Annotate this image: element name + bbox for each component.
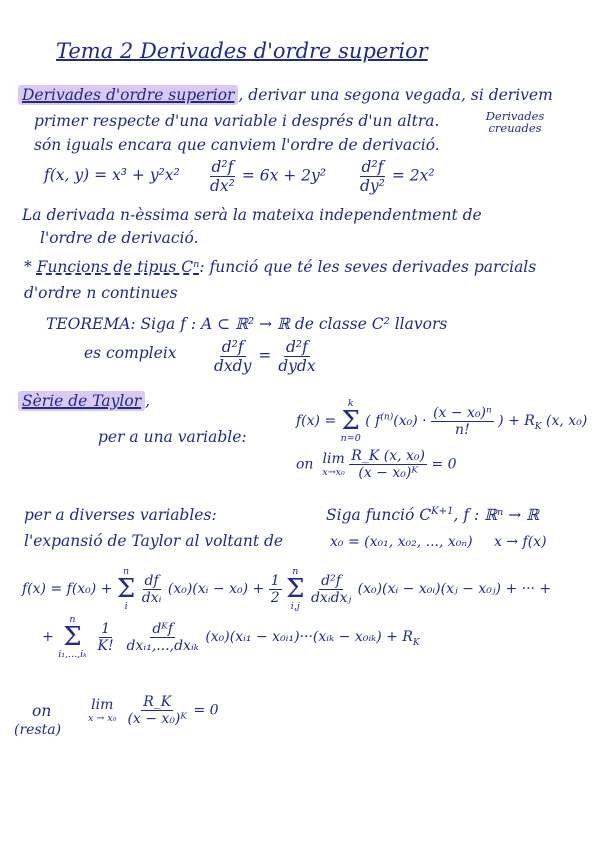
vector-map: x → f(x) — [494, 534, 547, 550]
derivades-line2: primer respecte d'una variable i després d'un altra. — [34, 112, 440, 130]
teorema-line1: TEOREMA: Siga f : A ⊂ ℝ² → ℝ de classe C² llavors — [46, 315, 448, 333]
section-heading-taylor: Sèrie de Taylor — [18, 391, 145, 411]
derivades-creuades-note: Derivades creuades — [485, 109, 545, 135]
taylor-one-variable-label: per a una variable: — [98, 428, 247, 446]
resta-limit: lim x → x₀ $\frac{R\_K}{\text{(x − x₀)ᴷ}}$ = 0 — [88, 694, 219, 727]
taylor-heading-line: Sèrie de Taylor , — [18, 392, 150, 410]
taylor-expansion-intro: l'expansió de Taylor al voltant de — [24, 532, 284, 550]
second-derivative-x: $\frac{\text{d²f}}{\text{dx²}}$ = 6x + 2y² — [210, 158, 327, 195]
nth-derivative-line2: l'ordre de derivació. — [40, 229, 199, 247]
taylor-remainder-limit: on lim x→x₀ $\frac{\text{R\_K (x, x₀)}}{\text{(x − x₀)ᴷ}}$ = 0 — [296, 448, 457, 481]
section-heading-derivades: Derivades d'ordre superior — [18, 85, 238, 105]
example-function: f(x, y) = x³ + y²x² — [44, 166, 180, 184]
resta-on: on — [32, 702, 52, 720]
cn-functions-line1: * Funcions de tipus Cⁿ: funció que té les seves derivades parcials — [24, 258, 537, 276]
multi-expansion-line1: f(x) = f(x₀) + n Σ i $\frac{df}{\text{dxᵢ}}$ (x₀)(xᵢ − x₀) + $\frac{1}{2}$ n Σ i,j $\frac{\text{d²f}}{\text{dxᵢdxⱼ}}$ (x₀)(xᵢ − x₀ᵢ)(xⱼ − x₀ⱼ) + ··· + — [22, 566, 552, 612]
teorema-line2: es compleix — [84, 344, 177, 362]
multi-expansion-line2: + n Σ i₁,...,iₖ $\frac{1}{K!}$ $\frac{\text{dᴷf}}{\text{dxᵢ₁,...,dxᵢₖ}}$ (x₀)(xᵢ₁ − x₀ᵢ₁)···(xᵢₖ − x₀ᵢₖ) + $R_K$ — [42, 614, 420, 660]
multi-variable-siga: Siga funció $C^{K+1}$, f : ℝⁿ → ℝ — [326, 506, 540, 525]
second-derivative-y: $\frac{\text{d²f}}{\text{dy²}}$ = 2x² — [360, 158, 435, 195]
section-derivades-line1: Derivades d'ordre superior , derivar una segona vegada, si derivem — [18, 86, 553, 104]
resta-label: (resta) — [14, 722, 62, 738]
derivades-line3: són iguals encara que canviem l'ordre de derivació. — [34, 136, 440, 154]
schwarz-equality: $\frac{\text{d²f}}{\text{dxdy}}$ = $\frac{\text{d²f}}{\text{dydx}}$ — [214, 338, 316, 375]
nth-derivative-line1: La derivada n-èssima serà la mateixa independentment de — [22, 206, 482, 224]
cn-functions-line2: d'ordre n continues — [24, 284, 178, 302]
multi-variable-label: per a diverses variables: — [24, 506, 217, 524]
taylor-one-variable-formula: f(x) = k Σ n=0 ( $f^{(n)}(x_0)$ · $\frac{\text{(x − x₀)ⁿ}}{n!}$ ) + $R_K$ (x, x₀) — [296, 398, 588, 444]
page-title: Tema 2 Derivades d'ordre superior — [56, 39, 428, 63]
x0-definition: x₀ = (x₀₁, x₀₂, ..., x₀ₙ) — [330, 534, 473, 550]
